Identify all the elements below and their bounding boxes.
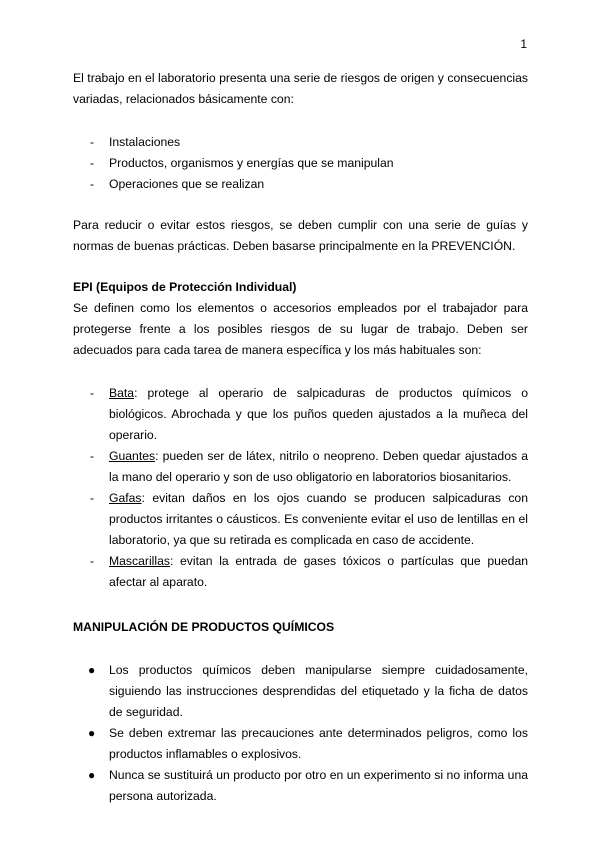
- epi-term: Gafas: [109, 491, 142, 505]
- page-number: 1: [520, 37, 527, 51]
- dash-marker: -: [90, 491, 95, 505]
- epi-term: Mascarillas: [109, 554, 170, 568]
- epi-list: [73, 383, 528, 593]
- manipulation-heading: MANIPULACIÓN DE PRODUCTOS QUÍMICOS: [73, 620, 335, 634]
- list-item-text: Nunca se sustituirá un producto por otro en un experimento si no informa una persona autorizada.: [109, 768, 528, 803]
- bullet-marker: ●: [88, 726, 96, 740]
- list-item: [73, 660, 528, 723]
- manipulation-list: [73, 660, 528, 807]
- dash-marker: -: [90, 156, 95, 170]
- list-item: [73, 132, 528, 153]
- page-content: [73, 68, 528, 807]
- list-item: [73, 488, 528, 551]
- intro-paragraph: El trabajo en el laboratorio presenta una serie de riesgos de origen y consecuencias variadas, relacionados básicamente con:: [73, 71, 528, 106]
- epi-term: Bata: [109, 386, 135, 400]
- list-item-text: Instalaciones: [109, 135, 181, 149]
- dash-marker: -: [90, 554, 95, 568]
- list-item: [73, 723, 528, 765]
- list-item: [73, 446, 528, 488]
- list-item-text: Los productos químicos deben manipularse siempre cuidadosamente, siguiendo las instrucciones desprendidas del etiquetado y la ficha de datos de seguridad.: [109, 663, 528, 719]
- list-item: [73, 551, 528, 593]
- dash-marker: -: [90, 386, 95, 400]
- epi-paragraph: Se definen como los elementos o accesorios empleados por el trabajador para protegerse frente a los posibles riesgos de su lugar de trabajo. Deben ser adecuados para cada tarea de manera específica y los más habituales son:: [73, 301, 528, 357]
- dash-marker: -: [90, 177, 95, 191]
- list-item: [73, 765, 528, 807]
- epi-description: : protege al operario de salpicaduras de productos químicos o biológicos. Abrochada y que los puños queden ajustados a la muñeca del operario.: [109, 386, 528, 442]
- list-item: [73, 153, 528, 174]
- list-item-text: Productos, organismos y energías que se manipulan: [109, 156, 394, 170]
- epi-term: Guantes: [109, 449, 156, 463]
- prevention-paragraph: Para reducir o evitar estos riesgos, se deben cumplir con una serie de guías y normas de buenas prácticas. Deben basarse principalmente en la PREVENCIÓN.: [73, 218, 528, 253]
- list-item: [73, 383, 528, 446]
- bullet-marker: ●: [88, 768, 96, 782]
- list-item-text: Operaciones que se realizan: [109, 177, 265, 191]
- list-item-text: Se deben extremar las precauciones ante determinados peligros, como los productos inflamables o explosivos.: [109, 726, 528, 761]
- risk-origin-list: [73, 132, 528, 195]
- epi-description: : evitan la entrada de gases tóxicos o partículas que puedan afectar al aparato.: [109, 554, 528, 589]
- bullet-marker: ●: [88, 663, 96, 677]
- epi-description: : pueden ser de látex, nitrilo o neopreno. Deben quedar ajustados a la mano del operario y son de uso obligatorio en laboratorios biosanitarios.: [109, 449, 528, 484]
- dash-marker: -: [90, 449, 95, 463]
- dash-marker: -: [90, 135, 95, 149]
- epi-description: : evitan daños en los ojos cuando se producen salpicaduras con productos irritantes o cáusticos. Es conveniente evitar el uso de lentillas en el laboratorio, ya que su retirada es complicada en caso de accidente.: [109, 491, 528, 547]
- list-item: [73, 174, 528, 195]
- epi-heading: EPI (Equipos de Protección Individual): [73, 280, 297, 294]
